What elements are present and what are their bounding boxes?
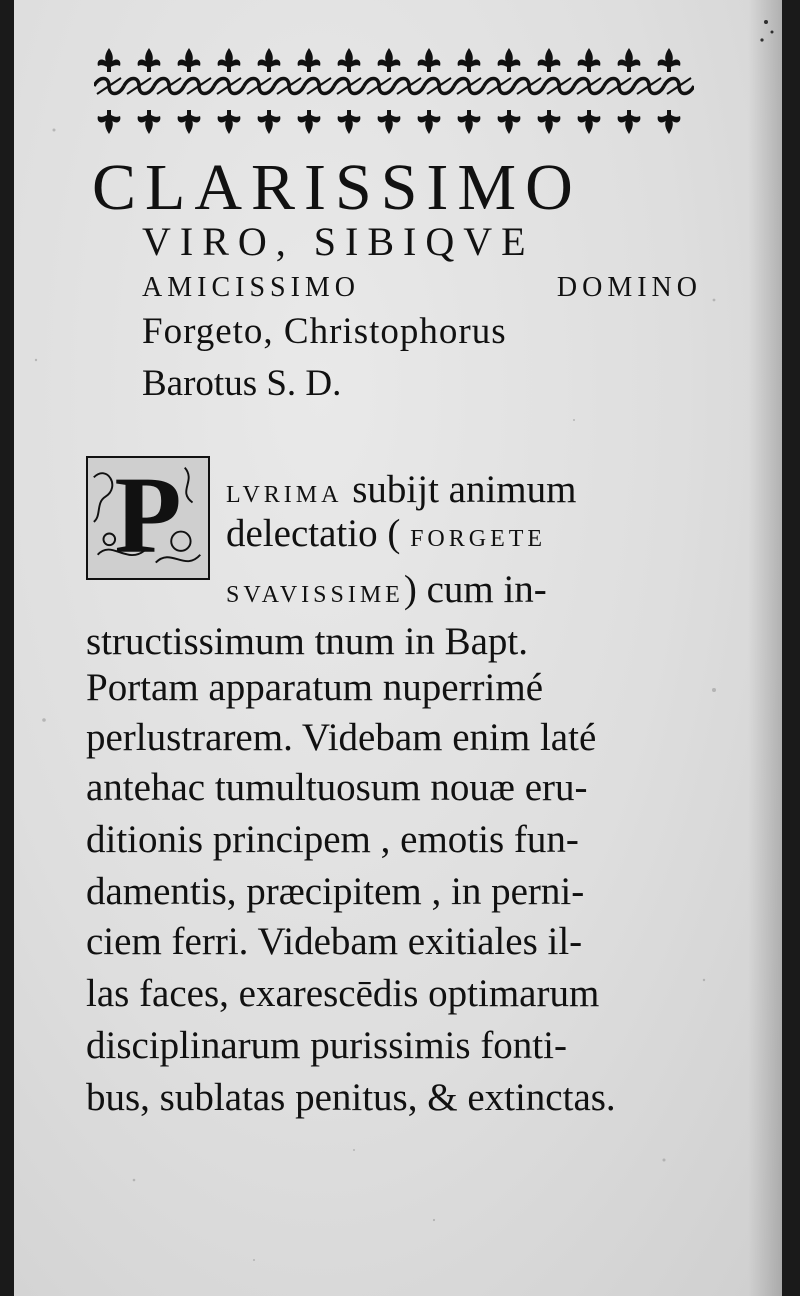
text-line-9: damentis, præcipitem , in perni- [86, 870, 585, 913]
text-span: delectatio ( [226, 512, 411, 555]
decorated-initial [86, 456, 210, 580]
small-caps-word: SVAVISSIME [226, 582, 404, 608]
initial-letter: P [114, 454, 182, 576]
heading-line-3 [142, 272, 702, 304]
text-line-10: ciem ferri. Videbam exitiales il- [86, 920, 583, 963]
text-line-1 [226, 468, 576, 517]
small-caps-word: LVRIMA [226, 482, 343, 508]
page-edge-shadow [748, 0, 782, 1296]
small-caps-name: FORGETE [410, 526, 547, 552]
heading-word-domino: DOMINO [556, 272, 702, 303]
heading-line-5: Barotus S. D. [142, 363, 342, 404]
decorative-fleuron-border [94, 44, 694, 138]
heading-word-amicissimo: AMICISSIMO [142, 272, 361, 303]
text-line-4: structissimum tnum in Bapt. [86, 620, 529, 663]
text-line-2 [226, 512, 546, 561]
heading-line-2: VIRO, SIBIQVE [142, 219, 535, 264]
text-span: ) cum in- [403, 568, 547, 611]
text-line-6: perlustrarem. Videbam enim laté [86, 716, 597, 759]
book-page [14, 0, 782, 1296]
text-line-8: ditionis principem , emotis fun- [86, 818, 579, 861]
heading-line-1: CLARISSIMO [92, 151, 582, 224]
text-line-7: antehac tumultuosum nouæ eru- [86, 766, 588, 809]
text-line-12: disciplinarum purissimis fonti- [86, 1024, 567, 1067]
text-span: subijt animum [342, 468, 577, 511]
heading-line-4: Forgeto, Christophorus [142, 311, 507, 352]
text-line-11: las faces, exarescēdis optimarum [86, 972, 600, 1015]
text-line-13: bus, sublatas penitus, & extinctas. [86, 1076, 616, 1119]
text-line-5: Portam apparatum nuperrimé [86, 666, 544, 709]
text-line-3 [226, 568, 547, 617]
